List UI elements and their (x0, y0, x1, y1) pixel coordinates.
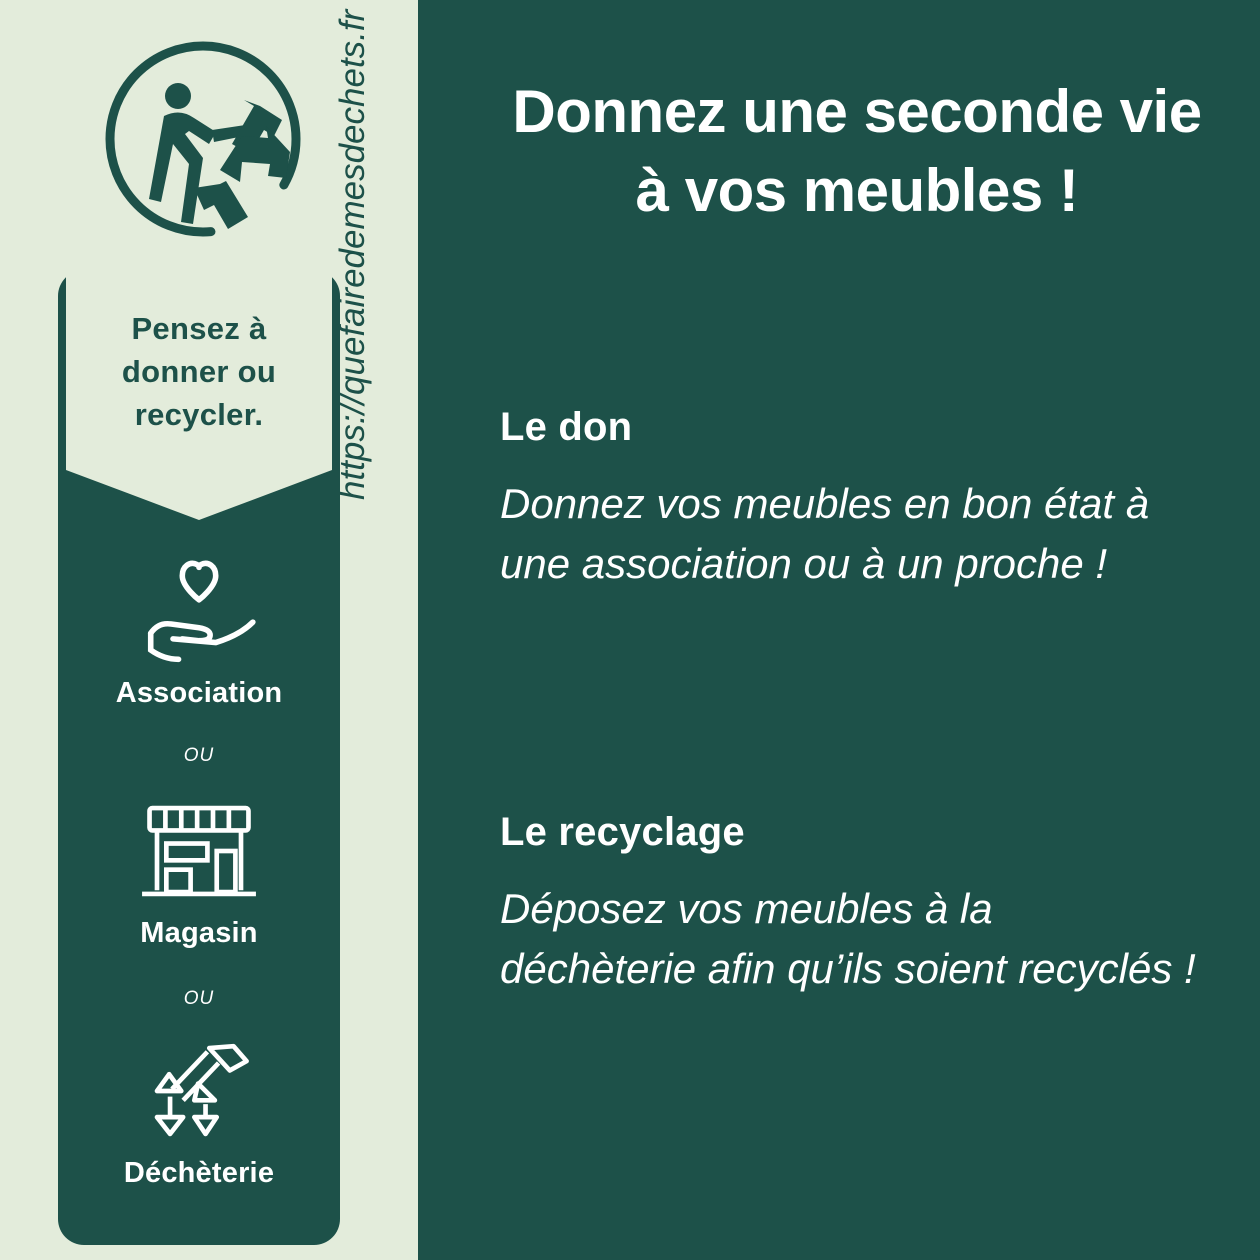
banner-line-2: donner ou (121, 353, 277, 389)
section-body-le-recyclage: Déposez vos meubles à la déchèterie afin qu’ils soient recyclés ! (500, 885, 1196, 992)
banner-line-3: recycler. (134, 396, 264, 432)
step-label-magasin: Magasin (140, 917, 258, 949)
website-url[interactable]: https://quefairedemesdechets.fr (333, 9, 372, 500)
section-le-recyclage (500, 810, 1220, 998)
section-le-don (500, 405, 1220, 593)
headline-line-2: à vos meubles ! (635, 157, 1079, 225)
banner-text (58, 308, 340, 436)
section-title-le-don: Le don (500, 405, 633, 449)
step-magasin (58, 795, 340, 950)
page-title (462, 72, 1252, 230)
separator-ou-1: OU (183, 745, 215, 766)
step-label-association: Association (115, 677, 283, 709)
section-title-le-recyclage: Le recyclage (500, 810, 745, 854)
recycling-center-icon (58, 1035, 340, 1147)
recycling-person-logo (100, 34, 306, 244)
step-dechèterie (58, 1035, 340, 1190)
separator-ou-2: OU (183, 988, 215, 1009)
step-association (58, 555, 340, 710)
steps-column (58, 270, 340, 1245)
banner-shape (58, 270, 340, 520)
section-body-le-don: Donnez vos meubles en bon état à une association ou à un proche ! (500, 480, 1150, 587)
hand-heart-icon (58, 555, 340, 667)
banner-line-1: Pensez à (131, 311, 267, 346)
headline-line-1: Donnez une seconde vie (512, 78, 1202, 145)
shop-icon (58, 795, 340, 907)
step-label-dechèterie: Déchèterie (123, 1157, 275, 1189)
panel-divider (418, 0, 430, 1260)
